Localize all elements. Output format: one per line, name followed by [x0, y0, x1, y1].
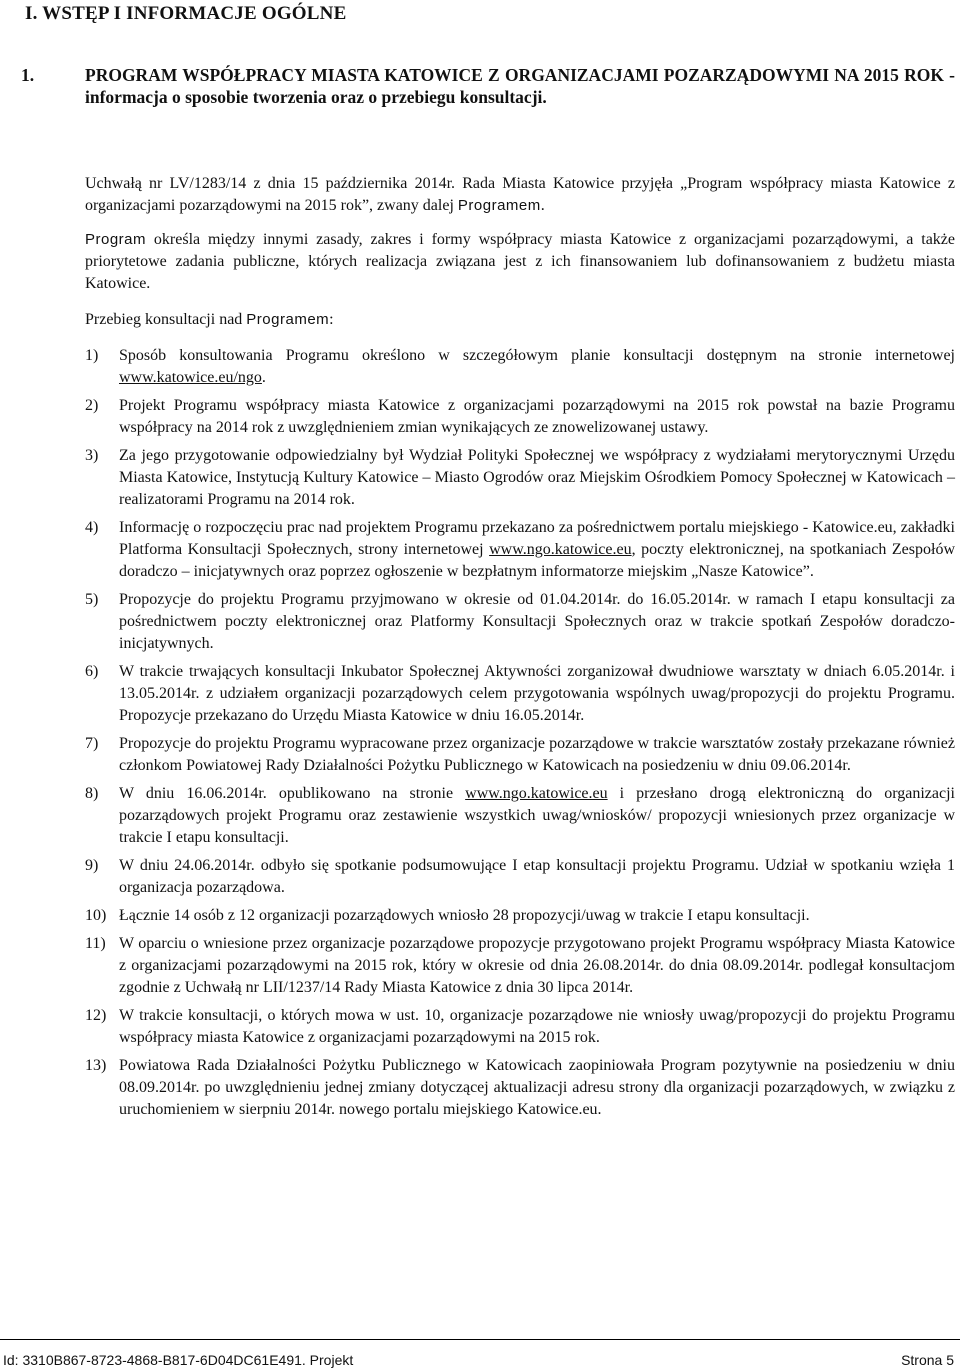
list-item: [85, 1005, 955, 1049]
list-item: [85, 661, 955, 727]
item-number: 13): [85, 1057, 107, 1074]
intro-p3-end: :: [329, 311, 334, 328]
link[interactable]: www.ngo.katowice.eu: [489, 541, 632, 558]
section-heading: I. WSTĘP I INFORMACJE OGÓLNE: [25, 3, 347, 24]
item-text-end: .: [261, 369, 266, 386]
list-item: [85, 905, 955, 927]
item-text-end: i przesłano drogą elektroniczną do organizacji pozarządowych projekt Programu oraz zestawienie wszystkich uwag/wniosków/ propozycji wniesionych przez organizacje w trakcie I etapu konsultacji.: [119, 785, 955, 846]
item-number: 11): [85, 935, 106, 952]
item-number: 8): [85, 785, 99, 802]
intro-p1-text: Uchwałą nr LV/1283/14 z dnia 15 października 2014r. Rada Miasta Katowice przyjęła „Program współpracy miasta Katowice z organizacjami pozarządowymi na 2015 rok”, zwany dalej: [85, 175, 955, 214]
item-number: 7): [85, 735, 99, 752]
item-text: W dniu 24.06.2014r. odbyło się spotkanie podsumowujące I etap konsultacji projektu Programu. Udział w spotkaniu wzięła 1 organizacja pozarządowa.: [119, 857, 955, 896]
item-number: 5): [85, 591, 99, 608]
item-number: 3): [85, 447, 99, 464]
list-item: [85, 783, 955, 849]
item-number: 2): [85, 397, 99, 414]
subheading-text: PROGRAM WSPÓŁPRACY MIASTA KATOWICE Z ORGANIZACJAMI POZARZĄDOWYMI NA 2015 ROK - informacja o sposobie tworzenia oraz o przebiegu konsultacji.: [85, 65, 955, 107]
item-text-end: , poczty elektronicznej, na spotkaniach Zespołów doradczo – inicjatywnych oraz poprzez ogłoszenie w bezpłatnym informatorze miejskim „Nasze Katowice”.: [119, 541, 956, 580]
item-number: 10): [85, 907, 107, 924]
item-text: W trakcie trwających konsultacji Inkubator Społecznej Aktywności zorganizował dwudniowe warsztaty w dniach 6.05.2014r. i 13.05.2014r. z udziałem organizacji pozarządowych celem przygotowania wspólnych uwag/propozycji do projektu Programu. Propozycje przekazano do Urzędu Miasta Katowice w dniu 16.05.2014r.: [119, 663, 955, 724]
item-number: 4): [85, 519, 99, 536]
item-number: 9): [85, 857, 99, 874]
item-number: 6): [85, 663, 99, 680]
item-text: W dniu 16.06.2014r. opublikowano na stronie: [119, 785, 466, 802]
intro-p3-program: Programem: [246, 311, 330, 328]
list-item: [85, 855, 955, 899]
item-text: W trakcie konsultacji, o których mowa w ust. 10, organizacje pozarządowe nie wniosły uwag/propozycji do projektu Programu współpracy miasta Katowice z organizacjami pozarządowymi na 2015 rok.: [119, 1007, 955, 1046]
link[interactable]: www.katowice.eu/ngo: [119, 369, 262, 386]
intro-p3-text: Przebieg konsultacji nad: [85, 311, 247, 328]
intro-paragraph-1: [85, 173, 955, 217]
intro-p2-program: Program: [85, 231, 147, 248]
page-number: Strona 5: [901, 1352, 954, 1368]
intro-p1-program: Programem: [457, 197, 541, 214]
item-text: Informację o rozpoczęciu prac nad projektem Programu przekazano za pośrednictwem portalu miejskiego - Katowice.eu, zakładki Platforma Konsultacji Społecznych, strony internetowej: [119, 519, 955, 558]
link[interactable]: www.ngo.katowice.eu: [465, 785, 608, 802]
item-number: 12): [85, 1007, 107, 1024]
list-item: [85, 589, 955, 655]
item-text: Za jego przygotowanie odpowiedzialny był Wydział Polityki Społecznej we współpracy z wydziałami merytorycznymi Urzędu Miasta Katowice, Instytucją Kultury Katowice – Miasto Ogrodów oraz Miejskim Ośrodkiem Pomocy Społecznej w Katowicach – realizatorami Programu na 2014 rok.: [119, 447, 955, 508]
intro-p1-end: .: [540, 197, 545, 214]
subheading: [21, 64, 955, 108]
item-number: 1): [85, 347, 99, 364]
page-footer: [0, 1339, 960, 1370]
list-item: [85, 445, 955, 511]
list-item: [85, 933, 955, 999]
consultation-steps-list: [85, 345, 955, 1127]
list-item: [85, 395, 955, 439]
item-text: Propozycje do projektu Programu wypracowane przez organizacje pozarządowe w trakcie warsztatów zostały przekazane również członkom Powiatowej Rady Działalności Pożytku Publicznego w Katowicach na posiedzeniu w dniu 09.06.2014r.: [119, 735, 955, 774]
item-text: W oparciu o wniesione przez organizacje pozarządowe propozycje przygotowano projekt Programu współpracy Miasta Katowice z organizacjami pozarządowymi na 2015 rok, który w okresie od dnia 26.08.2014r. do dnia 08.09.2014r. podlegał konsultacjom zgodnie z Uchwałą nr LII/1237/14 Rady Miasta Katowice z dnia 30 lipca 2014r.: [119, 935, 955, 996]
list-item: [85, 517, 955, 583]
item-text: Propozycje do projektu Programu przyjmowano w okresie od 01.04.2014r. do 16.05.2014r. w ramach I etapu konsultacji za pośrednictwem poczty elektronicznej oraz Platformy Konsultacji Społecznych oraz w trakcie spotkań Zespołów doradczo-inicjatywnych.: [119, 591, 955, 652]
list-item: [85, 345, 955, 389]
list-item: [85, 733, 955, 777]
intro-p2-text: określa między innymi zasady, zakres i formy współpracy miasta Katowice z organizacjami pozarządowymi, a także priorytetowe zadania publiczne, których realizacja związana jest z ich finansowaniem lub dofinansowaniem z budżetu miasta Katowice.: [85, 231, 955, 292]
item-text: Łącznie 14 osób z 12 organizacji pozarządowych wniosło 28 propozycji/uwag w trakcie I etapu konsultacji.: [119, 907, 810, 924]
intro-paragraph-3: [85, 309, 955, 331]
intro-paragraph-2: [85, 229, 955, 295]
list-item: [85, 1055, 955, 1121]
item-text: Sposób konsultowania Programu określono w szczegółowym planie konsultacji dostępnym na stronie internetowej: [119, 347, 955, 364]
subheading-number: 1.: [21, 65, 35, 85]
item-text: Powiatowa Rada Działalności Pożytku Publicznego w Katowicach zaopiniowała Program pozytywnie na posiedzeniu w dniu 08.09.2014r. po uwzględnieniu jednej zmiany dotyczącej aktualizacji adresu strony dla organizacji pozarządowych, w związku z uruchomieniem w sierpniu 2014r. nowego portalu miejskiego Katowice.eu.: [119, 1057, 955, 1118]
document-id: Id: 3310B867-8723-4868-B817-6D04DC61E491. Projekt: [3, 1352, 354, 1368]
item-text: Projekt Programu współpracy miasta Katowice z organizacjami pozarządowymi na 2015 rok powstał na bazie Programu współpracy na 2014 rok z uwzględnieniem zmian wynikających ze znowelizowanej ustawy.: [119, 397, 955, 436]
